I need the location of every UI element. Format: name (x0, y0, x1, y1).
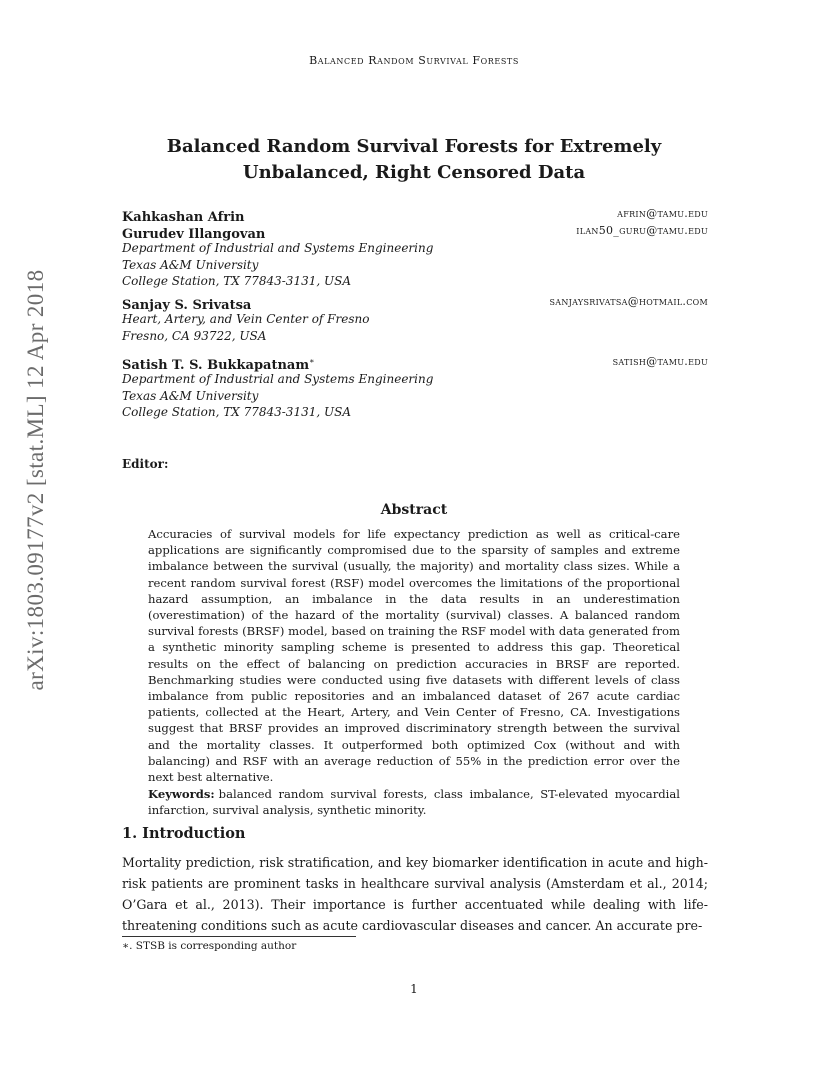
editor-label: Editor: (122, 457, 169, 471)
introduction-text: Mortality prediction, risk stratification, and key biomarker identification in acute and high-risk patients are prominent tasks in healthcare survival analysis (Amsterdam et al., 2014; O’Gara et al., 2013). Their importance is further accentuated while dealing with life-threatening conditions such as acute cardiovascular diseases and cancer. An accurate pre- (122, 855, 708, 933)
footnote-divider (122, 936, 356, 937)
abstract-heading: Abstract (380, 502, 448, 518)
affiliation-line: Department of Industrial and Systems Engineering (122, 241, 434, 255)
affiliation-line: Texas A&M University (122, 388, 259, 403)
affiliation-line: Heart, Artery, and Vein Center of Fresno (122, 312, 370, 326)
author-group-1 (122, 206, 708, 290)
affiliation-line: College Station, TX 77843-3131, USA (122, 274, 351, 288)
author-row (122, 223, 708, 240)
page-number: 1 (410, 982, 418, 996)
keywords-text: balanced random survival forests, class imbalance, ST-elevated myocardial infarction, survival analysis, synthetic minority. (148, 787, 680, 818)
running-head: Balanced Random Survival Forests (309, 54, 519, 67)
abstract-body (148, 526, 680, 819)
author-row (122, 354, 708, 371)
arxiv-identifier-stamp: arXiv:1803.09177v2 [stat.ML] 12 Apr 2018 (23, 269, 48, 691)
abstract-text: Accuracies of survival models for life expectancy prediction as well as critical-care applications are significantly compromised due to the sparsity of samples and extreme imbalance between the survival (usually, the majority) and mortality class sizes. While a recent random survival forest (RSF) model overcomes the limitations of the proportional hazard assumption, an imbalance in the data results in an underestimation (overestimation) of the hazard of the mortality (survival) classes. A balanced random survival forests (BRSF) model, based on training the RSF model with data generated from a synthetic minority sampling scheme is presented to address this gap. Theoretical results on the effect of balancing on prediction accuracies in BRSF are reported. Benchmarking studies were conducted using five datasets with different levels of class imbalance from public repositories and an imbalanced dataset of 267 acute cardiac patients, collected at the Heart, Artery, and Vein Center of Fresno, CA. Investigations suggest that BRSF provides an improved discriminatory strength between the survival and the mortality classes. It outperformed both optimized Cox (without and with balancing) and RSF with an average reduction of 55% in the prediction error over the next best alternative. (148, 527, 680, 785)
author-email: sanjaysrivatsa@hotmail.com (549, 295, 708, 308)
title-line-1: Balanced Random Survival Forests for Extremely (166, 136, 662, 157)
title-line-2: Unbalanced, Right Censored Data (242, 162, 586, 183)
affiliation-line: Department of Industrial and Systems Engineering (122, 372, 434, 386)
author-email: afrin@tamu.edu (617, 207, 708, 220)
author-name-text: Satish T. S. Bukkapatnam (122, 358, 310, 373)
corresponding-author-marker: ∗ (309, 356, 315, 366)
author-group-2 (122, 294, 708, 344)
affiliation-line: Texas A&M University (122, 257, 259, 272)
author-name (122, 358, 315, 373)
author-email: satish@tamu.edu (612, 355, 708, 368)
section-heading-introduction: 1. Introduction (122, 825, 246, 842)
author-group-3 (122, 354, 708, 421)
keywords-label: Keywords: (148, 787, 215, 802)
affiliation-line: Fresno, CA 93722, USA (122, 328, 267, 343)
author-name: Sanjay S. Srivatsa (122, 298, 252, 313)
author-row (122, 294, 708, 311)
introduction-body (122, 852, 708, 936)
paper-title (120, 134, 708, 186)
author-name: Kahkashan Afrin (122, 210, 245, 225)
author-email: ilan50_guru@tamu.edu (576, 224, 708, 237)
keywords (148, 786, 680, 818)
affiliation-line: College Station, TX 77843-3131, USA (122, 405, 351, 419)
author-name: Gurudev Illangovan (122, 227, 266, 242)
author-row (122, 206, 708, 223)
footnote: ∗. STSB is corresponding author (122, 940, 297, 952)
